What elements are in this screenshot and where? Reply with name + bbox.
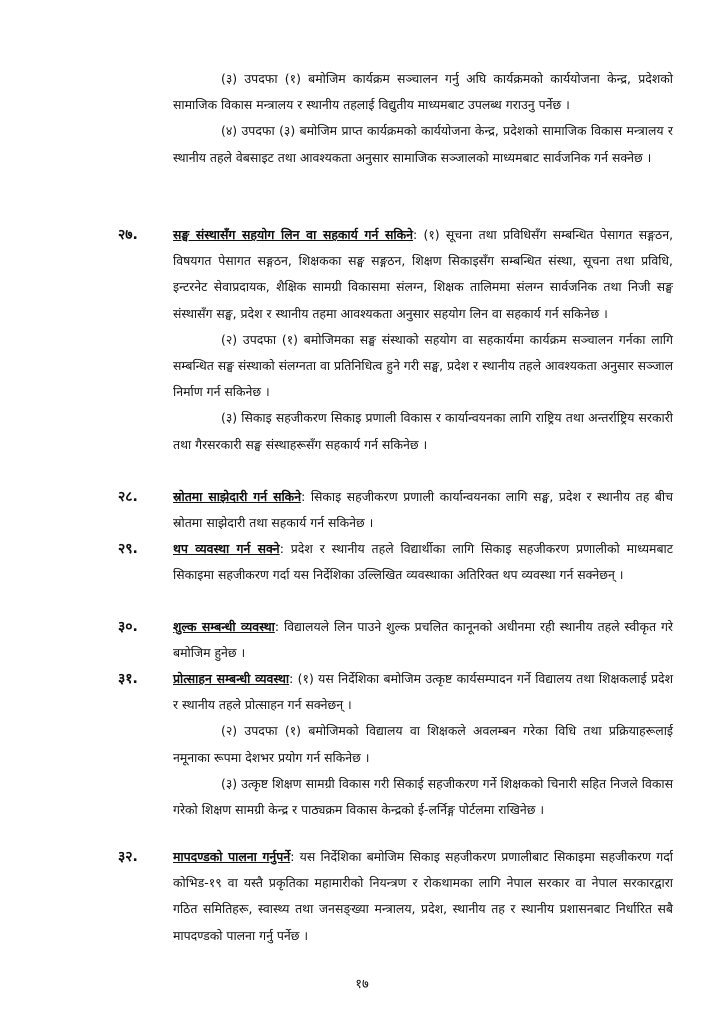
section-heading-28: स्रोतमा साझेदारी गर्न सकिने [173,489,302,504]
clause-31-3: (३) उत्कृष्ट शिक्षण सामग्री विकास गरी सिकाई सहजीकरण गर्ने शिक्षकको चिनारी सहित निजले विकास गरेको शिक्षण सामग्री केन्द्र र पाठ्यक्रम विकास केन्द्रको ई-लर्निङ्ग पोर्टलमा राखिनेछ । [173,775,673,818]
clause-31-2: (२) उपदफा (१) बमोजिमको विद्यालय वा शिक्षकले अवलम्बन गरेका विधि तथा प्रक्रियाहरूलाई नमूनाका रूपमा देशभर प्रयोग गर्न सकिनेछ । [173,723,673,765]
section-number-30: ३०. [118,619,138,635]
section-number-27: २७. [118,227,138,243]
section-number-28: २८. [118,489,138,505]
clause-31-1 [173,666,673,718]
section-heading-27: सङ्घ संस्थासँग सहयोग लिन वा सहकार्य गर्न सकिने [173,227,414,242]
clause-30 [173,614,673,666]
section-32 [173,844,673,949]
section-body-32: : यस निर्देशिका बमोजिम सिकाइ सहजीकरण प्रणालीबाट सिकाइमा सहजीकरण गर्दा कोभिड-१९ वा यस्तै प्रकृतिका महामारीको नियन्त्रण र रोकथामका लागि नेपाल सरकार वा नेपाल सरकारद्वारा गठित समितिहरू, स्वास्थ्य तथा जनसङ्ख्या मन्त्रालय, प्रदेश, स्थानीय तह र स्थानीय प्रशासनबाट निर्धारित सबै मापदण्डको पालना गर्नु पर्नेछ । [173,849,674,943]
clause-26-3: (३) उपदफा (१) बमोजिम कार्यक्रम सञ्चालन गर्नु अघि कार्यक्रमको कार्ययोजना केन्द्र, प्रदेशको सामाजिक विकास मन्त्रालय र स्थानीय तहलाई विद्युतीय माध्यमबाट उपलब्ध गराउनु पर्नेछ । [173,71,673,113]
section-heading-32: मापदण्डको पालना गर्नुपर्ने [173,849,291,864]
section-27 [173,222,673,458]
section-body-29: : प्रदेश र स्थानीय तहले विद्यार्थीका लागि सिकाइ सहजीकरण प्रणालीको माध्यमबाट सिकाइमा सहजीकरण गर्दा यस निर्देशिका उल्लिखित व्यवस्थाका अतिरिक्त थप व्यवस्था गर्न सक्नेछन् । [173,541,673,583]
section-31 [173,666,673,823]
section-29 [173,536,673,588]
section-30 [173,614,673,666]
clause-27-2: (२) उपदफा (१) बमोजिमका सङ्घ संस्थाको सहयोग वा सहकार्यमा कार्यक्रम सञ्चालन गर्नका लागि सम्बन्धित सङ्घ संस्थाको संलग्नता वा प्रतिनिधित्व हुने गरी सङ्घ, प्रदेश र स्थानीय तहले आवश्यकता अनुसार सञ्जाल निर्माण गर्न सकिनेछ । [173,331,673,400]
clause-28 [173,484,673,536]
section-body-28: : सिकाइ सहजीकरण प्रणाली कार्यान्वयनका लागि सङ्घ, प्रदेश र स्थानीय तह बीच स्रोतमा साझेदारी तथा सहकार्य गर्न सकिनेछ । [173,489,673,531]
section-number-31: ३१. [118,671,138,687]
clause-27-3: (३) सिकाइ सहजीकरण सिकाइ प्रणाली विकास र कार्यान्वयनका लागि राष्ट्रिय तथा अन्तर्राष्ट्रिय सरकारी तथा गैरसरकारी सङ्घ संस्थाहरूसँग सहकार्य गर्न सकिनेछ । [173,410,673,452]
clause-27-1 [173,222,673,327]
section-body-30: : विद्यालयले लिन पाउने शुल्क प्रचलित कानूनको अधीनमा रही स्थानीय तहले स्वीकृत गरे बमोजिम हुनेछ । [173,619,673,661]
section-body-31: : (१) यस निर्देशिका बमोजिम उत्कृष्ट कार्यसम्पादन गर्ने विद्यालय तथा शिक्षकलाई प्रदेश र स्थानीय तहले प्रोत्साहन गर्न सक्नेछन् । [173,671,673,713]
clause-29 [173,536,673,588]
clause-32 [173,844,673,949]
section-body-27: : (१) सूचना तथा प्रविधिसँग सम्बन्धित पेसागत सङ्गठन, विषयगत पेसागत सङ्गठन, शिक्षकका सङ्घ सङ्गठन, शिक्षण सिकाइसँग सम्बन्धित संस्था, सूचना तथा प्रविधि, इन्टरनेट सेवाप्रदायक, शैक्षिक सामग्री विकासमा संलग्न, शिक्षक तालिममा संलग्न सार्वजनिक तथा निजी सङ्घ संस्थासँग सङ्घ, प्रदेश र स्थानीय तहमा आवश्यकता अनुसार सहयोग लिन वा सहकार्य गर्न सकिनेछ । [173,227,674,321]
section-26-continuation [173,66,673,171]
section-heading-30: शुल्क सम्बन्धी व्यवस्था [173,619,275,634]
section-heading-31: प्रोत्साहन सम्बन्धी व्यवस्था [173,671,290,686]
section-number-32: ३२. [118,849,138,865]
page-number: १७ [355,977,369,992]
section-heading-29: थप व्यवस्था गर्न सक्ने [173,541,280,556]
section-number-29: २९. [118,541,138,557]
section-28 [173,484,673,536]
clause-26-4: (४) उपदफा (३) बमोजिम प्राप्त कार्यक्रमको कार्ययोजना केन्द्र, प्रदेशको सामाजिक विकास मन्त्रालय र स्थानीय तहले वेबसाइट तथा आवश्यकता अनुसार सामाजिक सञ्जालको माध्यमबाट सार्वजनिक गर्न सक्नेछ । [173,123,673,165]
